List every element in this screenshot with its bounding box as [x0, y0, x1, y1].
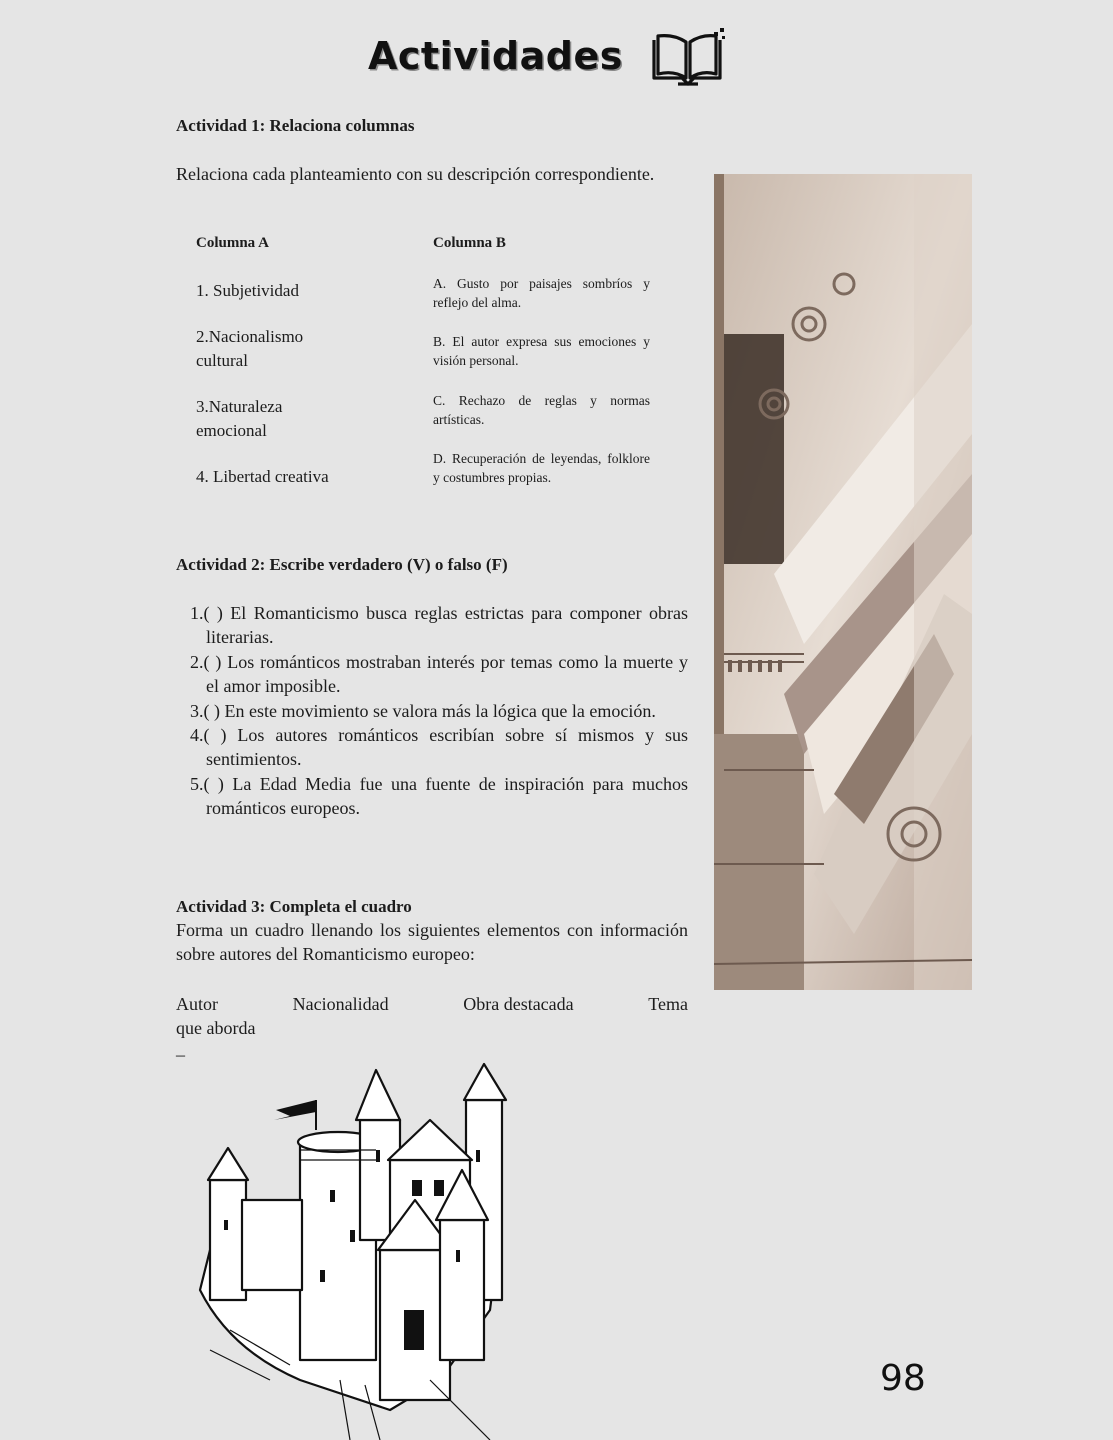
- field-work: Obra destacada: [463, 994, 574, 1014]
- column-a-item: 4. Libertad creativa: [196, 467, 329, 486]
- neoclassical-architecture-photo: [714, 174, 972, 990]
- true-false-list: [176, 601, 688, 821]
- list-item: 1.( ) El Romanticismo busca reglas estrictas para componer obras literarias.: [190, 603, 688, 648]
- activity2-heading: Actividad 2: Escribe verdadero (V) o falso (F): [176, 555, 508, 574]
- page-title: Actividades: [368, 34, 623, 78]
- column-a-header: Columna A: [196, 235, 269, 251]
- column-a-item: 1. Subjetividad: [196, 281, 299, 300]
- column-b-header: Columna B: [433, 235, 506, 251]
- column-a-item: 3.Naturaleza emocional: [196, 397, 283, 440]
- list-item: 4.( ) Los autores románticos escribían sobre sí mismos y sus sentimientos.: [190, 725, 688, 770]
- field-theme: Tema: [648, 994, 688, 1014]
- blank-dash: _: [176, 1038, 185, 1058]
- activity3-heading: Actividad 3: Completa el cuadro: [176, 897, 412, 916]
- list-item: 2.( ) Los románticos mostraban interés por temas como la muerte y el amor imposible.: [190, 651, 688, 697]
- list-item: 5.( ) La Edad Media fue una fuente de inspiración para muchos románticos europeos.: [190, 773, 688, 819]
- activity3-instruction: Forma un cuadro llenando los siguientes elementos con información sobre autores del Romanticismo europeo:: [176, 920, 688, 964]
- activity1-instruction: Relaciona cada planteamiento con su descripción correspondiente.: [176, 164, 655, 184]
- column-b-item: B. El autor expresa sus emociones y visión personal.: [433, 334, 650, 368]
- field-theme-wrap: que aborda: [176, 1018, 256, 1038]
- column-a-item: 2.Nacionalismo cultural: [196, 327, 304, 370]
- page-number: 98: [880, 1358, 926, 1399]
- column-b-item: C. Rechazo de reglas y normas artísticas.: [433, 393, 650, 427]
- list-item: 3.( ) En este movimiento se valora más la lógica que la emoción.: [190, 700, 656, 721]
- field-author: Autor: [176, 994, 218, 1014]
- column-b-item: A. Gusto por paisajes sombríos y reflejo del alma.: [433, 276, 650, 310]
- activity1-heading: Actividad 1: Relaciona columnas: [176, 116, 415, 135]
- column-b-item: D. Recuperación de leyendas, folklore y costumbres propias.: [433, 451, 650, 485]
- open-book-icon: [648, 28, 728, 90]
- castle-ink-illustration: [190, 1050, 520, 1440]
- field-nationality: Nacionalidad: [292, 994, 389, 1014]
